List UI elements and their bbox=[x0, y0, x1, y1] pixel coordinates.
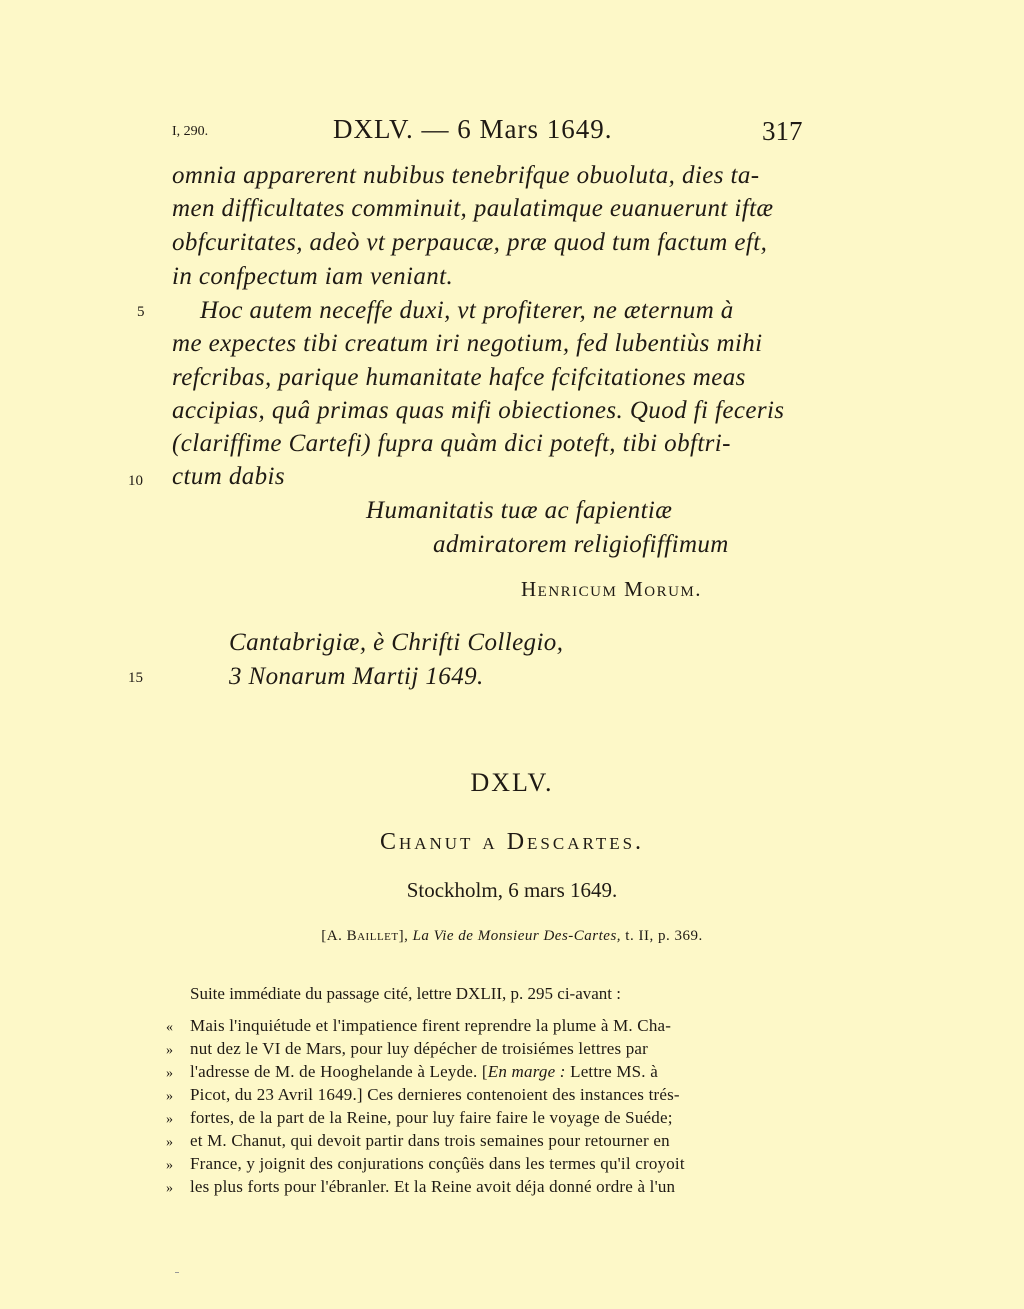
dateline-line-1: Cantabrigiæ, è Chrifti Collegio, bbox=[229, 629, 564, 656]
latin-line-3: obfcuritates, adeò vt perpaucæ, præ quod tum factum eft, bbox=[172, 229, 768, 256]
quote-mark-3: » bbox=[166, 1066, 173, 1081]
latin-line-2: men difficultates comminuit, paulatimque euanuerunt iftæ bbox=[172, 195, 774, 222]
running-title: DXLV. — 6 Mars 1649. bbox=[333, 114, 613, 144]
latin-line-6: me expectes tibi creatum iri negotium, fed lubentiùs mihi bbox=[172, 330, 763, 357]
latin-line-7: refcribas, parique humanitate hafce fcifcitationes meas bbox=[172, 364, 746, 391]
section-title: Chanut a Descartes. bbox=[379, 829, 645, 855]
quote-line-7: France, y joignit des conjurations conçûës dans les termes qu'il croyoit bbox=[190, 1154, 685, 1173]
quote-line-3-text: l'adresse de M. de Hooghelande à Leyde. [ bbox=[190, 1062, 488, 1081]
print-speck bbox=[175, 1272, 179, 1273]
closing-line-2: admiratorem religiofiffimum bbox=[433, 531, 729, 558]
source-suffix: t. II, p. 369. bbox=[625, 928, 703, 944]
latin-line-8: accipias, quâ primas quas mifi obiectiones. Quod fi feceris bbox=[172, 397, 785, 424]
quote-line-3 bbox=[190, 1062, 658, 1082]
source-prefix: [A. Baillet], bbox=[321, 928, 409, 944]
quote-line-2: nut dez le VI de Mars, pour luy dépécher de troisiémes lettres par bbox=[190, 1039, 649, 1058]
quote-line-5: fortes, de la part de la Reine, pour luy faire faire le voyage de Suéde; bbox=[190, 1108, 673, 1127]
quote-line-4: Picot, du 23 Avril 1649.] Ces dernieres contenoient des instances trés- bbox=[190, 1085, 680, 1104]
quote-mark-7: » bbox=[166, 1158, 173, 1173]
latin-line-4: in confpectum iam veniant. bbox=[172, 263, 454, 290]
en-marge: En marge : bbox=[487, 1062, 566, 1081]
latin-line-5: Hoc autem neceffe duxi, vt profiterer, ne æternum à bbox=[200, 297, 734, 324]
latin-line-9: (clariffime Cartefi) fupra quàm dici poteft, tibi obftri- bbox=[172, 430, 731, 457]
latin-line-10: ctum dabis bbox=[172, 463, 286, 490]
quote-line-1: Mais l'inquiétude et l'impatience firent reprendre la plume à M. Cha- bbox=[190, 1016, 672, 1035]
quote-line-3-tail: Lettre MS. à bbox=[565, 1062, 658, 1081]
place-date: Stockholm, 6 mars 1649. bbox=[406, 878, 618, 902]
source-title: La Vie de Monsieur Des-Cartes, bbox=[412, 928, 622, 944]
section-number: DXLV. bbox=[470, 768, 554, 797]
line-number-10: 10 bbox=[128, 473, 143, 489]
line-number-15: 15 bbox=[128, 670, 143, 686]
signature: Henricum Morum. bbox=[521, 577, 703, 601]
quote-mark-5: » bbox=[166, 1112, 173, 1127]
volume-reference: I, 290. bbox=[172, 124, 209, 139]
intro-text: Suite immédiate du passage cité, lettre DXLII, p. 295 ci-avant : bbox=[190, 984, 622, 1003]
quote-mark-6: » bbox=[166, 1135, 173, 1150]
page-number: 317 bbox=[762, 116, 803, 146]
source-citation bbox=[0, 928, 1024, 945]
quote-line-8: les plus forts pour l'ébranler. Et la Reine avoit déja donné ordre à l'un bbox=[190, 1177, 676, 1196]
quote-mark-4: » bbox=[166, 1089, 173, 1104]
dateline-line-2: 3 Nonarum Martij 1649. bbox=[229, 663, 484, 690]
line-number-5: 5 bbox=[137, 304, 145, 320]
quote-mark-1: « bbox=[166, 1020, 173, 1035]
quote-mark-2: » bbox=[166, 1043, 173, 1058]
latin-line-1: omnia apparerent nubibus tenebrifque obuoluta, dies ta- bbox=[172, 162, 760, 189]
quote-line-6: et M. Chanut, qui devoit partir dans trois semaines pour retourner en bbox=[190, 1131, 670, 1150]
closing-line-1: Humanitatis tuæ ac fapientiæ bbox=[366, 497, 673, 524]
quote-mark-8: » bbox=[166, 1181, 173, 1196]
